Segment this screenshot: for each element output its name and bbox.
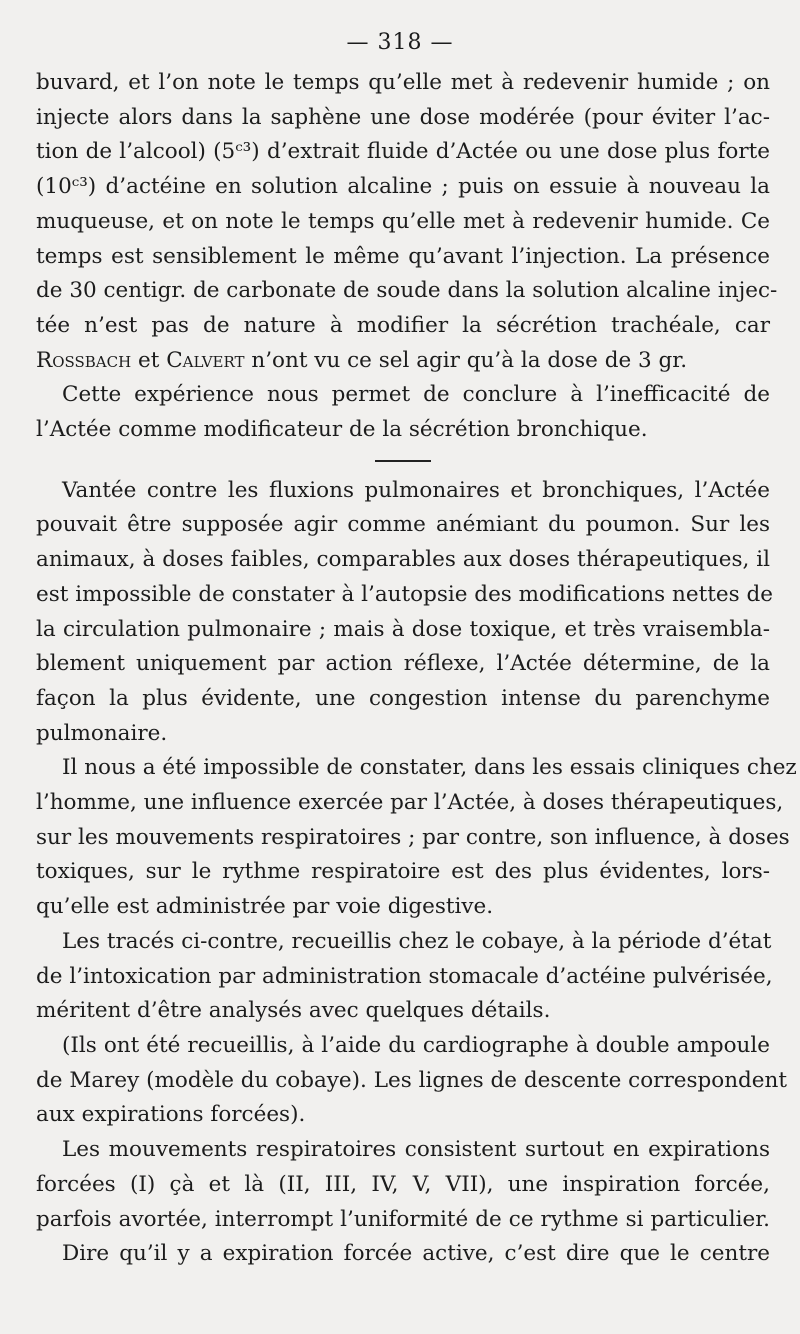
text-line: qu’elle est administrée par voie digestive. [36,894,494,920]
paragraph-1 [36,66,778,378]
paragraph-4 [36,751,797,925]
paragraph-6 [36,1029,788,1133]
text-line: de Marey (modèle du cobaye). Les lignes de descente correspondent [36,1067,788,1093]
text-line: de l’intoxication par administration stomacale d’actéine pulvérisée, [36,963,773,989]
text-line: Les mouvements respiratoires consistent surtout en expirations [62,1137,770,1163]
text-line: sur les mouvements respiratoires ; par contre, son influence, à doses [36,824,790,850]
text-line: tion de l’alcool) (5ᶜ³) d’extrait fluide d’Actée ou une dose plus forte [36,139,770,165]
text-line: la circulation pulmonaire ; mais à dose toxique, et très vraisembla- [36,616,770,642]
page-body [36,66,797,1272]
text-line: temps est sensiblement le même qu’avant l’injection. La présence [36,243,770,269]
text-line: façon la plus évidente, une congestion intense du parenchyme [36,685,770,711]
text-line: (10ᶜ³) d’actéine en solution alcaline ; puis on essuie à nouveau la [36,174,770,200]
paragraph-2 [36,378,770,447]
text-line: parfois avortée, interrompt l’uniformité de ce rythme si particulier. [36,1206,770,1232]
text-line: buvard, et l’on note le temps qu’elle met à redevenir humide ; on [36,70,770,95]
paragraph-7 [36,1133,770,1237]
text-line-authors [36,344,770,379]
text-line: tée n’est pas de nature à modifier la sécrétion trachéale, car [36,312,770,338]
text-line: est impossible de constater à l’autopsie des modifications nettes de [36,581,773,607]
text-line: Cette expérience nous permet de conclure à l’inefficacité de [62,382,770,408]
paragraph-8 [36,1237,770,1272]
text-line: animaux, à doses faibles, comparables aux doses thérapeutiques, il [36,547,770,573]
text-line: aux expirations forcées). [36,1102,306,1128]
text-line: toxiques, sur le rythme respiratoire est des plus évidentes, lors- [36,859,770,885]
section-divider [375,460,431,462]
text-line: muqueuse, et on note le temps qu’elle met à redevenir humide. Ce [36,208,770,234]
text-line: pouvait être supposée agir comme anémiant du poumon. Sur les [36,512,770,538]
page-number: — 318 — [346,30,454,55]
author-name-calvert: Calvert [166,347,245,373]
text-line: l’homme, une influence exercée par l’Actée, à doses thérapeutiques, [36,790,784,816]
text-line: (Ils ont été recueillis, à l’aide du cardiographe à double ampoule [62,1032,770,1058]
text-line: de 30 centigr. de carbonate de soude dans la solution alcaline injec- [36,278,778,304]
text-line: Il nous a été impossible de constater, dans les essais cliniques chez [62,755,797,781]
text-line: forcées (I) çà et là (II, III, IV, V, VII), une inspiration forcée, [36,1171,770,1197]
text-line: pulmonaire. [36,720,168,746]
paragraph-5 [36,925,773,1029]
text-line: Les tracés ci-contre, recueillis chez le cobaye, à la période d’état [62,928,772,954]
text-line: l’Actée comme modificateur de la sécrétion bronchique. [36,417,648,443]
text-line: injecte alors dans la saphène une dose modérée (pour éviter l’ac- [36,104,770,130]
paragraph-3 [36,474,773,752]
text-line: Dire qu’il y a expiration forcée active, c’est dire que le centre [62,1241,770,1267]
author-name-rossbach: Rossbach [36,347,132,373]
text-fragment: et [131,347,167,373]
text-line: Vantée contre les fluxions pulmonaires et bronchiques, l’Actée [62,477,770,503]
text-fragment: n’ont vu ce sel agir qu’à la dose de 3 gr. [244,347,688,373]
text-line: méritent d’être analysés avec quelques détails. [36,998,551,1024]
text-line: blement uniquement par action réflexe, l’Actée détermine, de la [36,651,770,677]
